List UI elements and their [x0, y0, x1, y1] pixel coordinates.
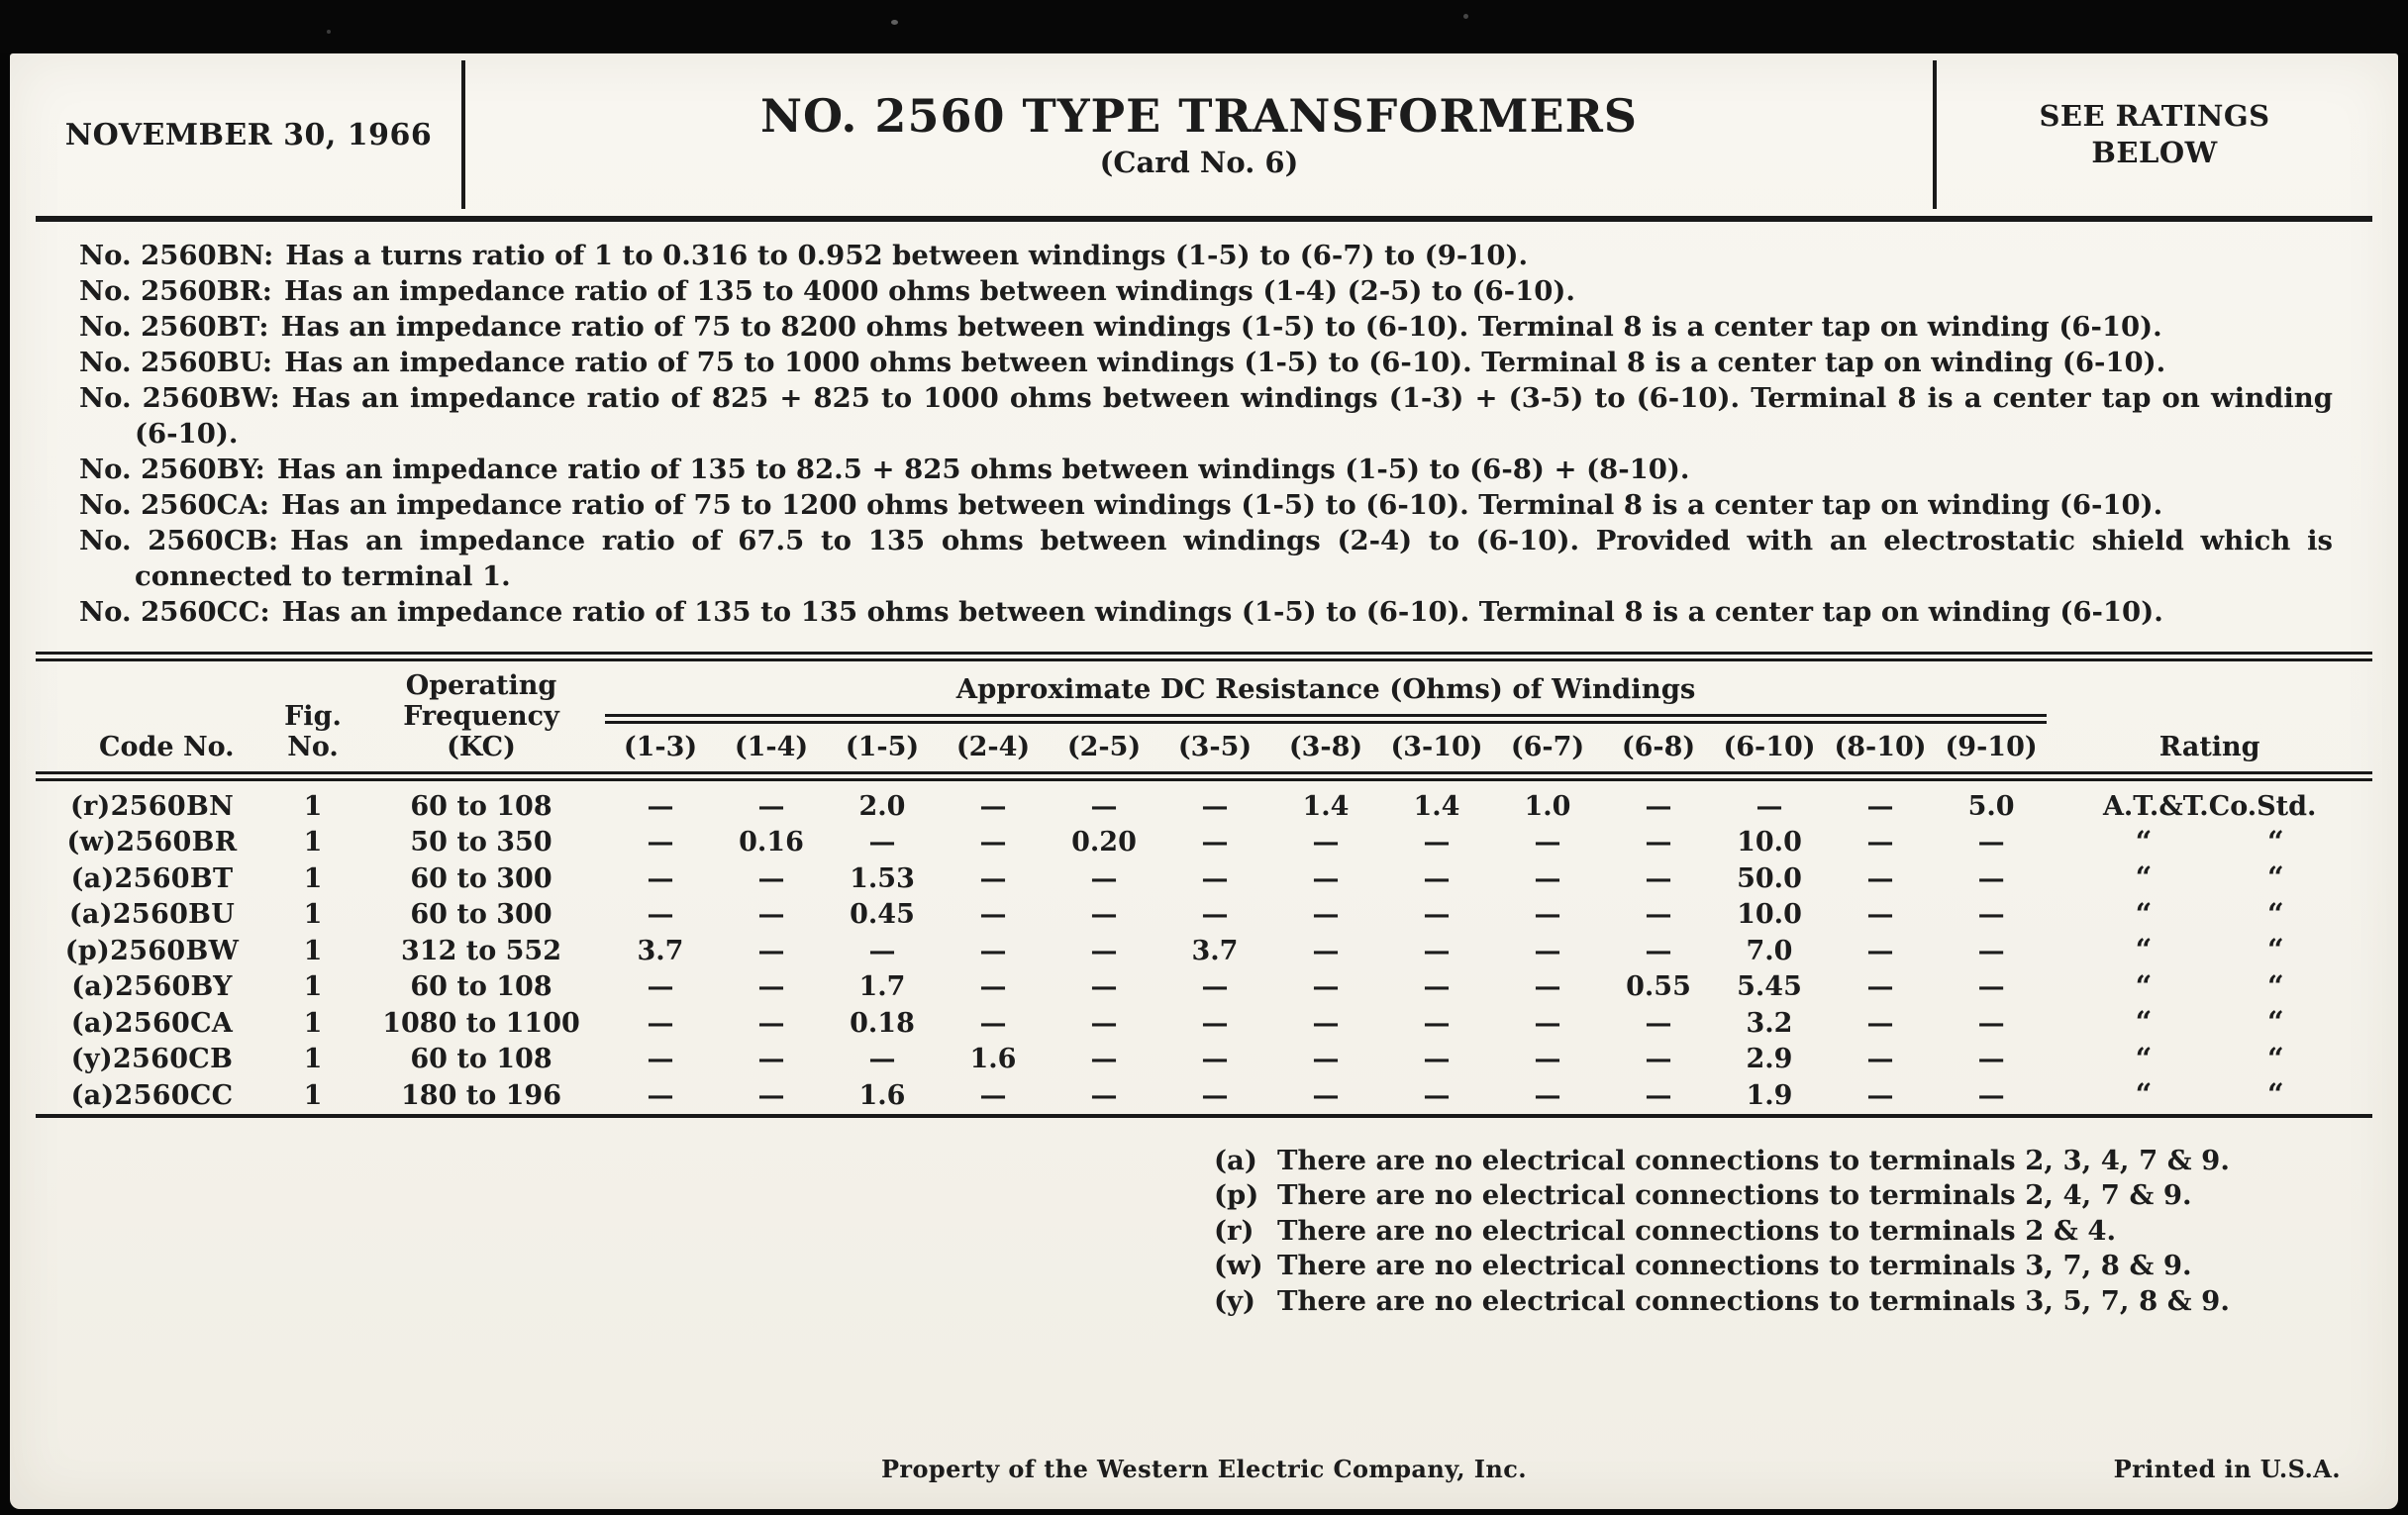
footnote-label: (w): [1214, 1250, 1263, 1281]
footnote-list: [1214, 1144, 2372, 1320]
winding-column-header: (1-5): [827, 719, 938, 776]
frequency-cell: 60 to 108: [410, 971, 552, 1002]
column-header-code: Code No.: [36, 661, 268, 776]
fig-cell: 1: [303, 1044, 323, 1074]
card-footer: [36, 1455, 2372, 1483]
resistance-cell: —: [1534, 1007, 1561, 1039]
table-body: [36, 776, 2372, 1114]
resistance-cell: —: [1201, 1079, 1229, 1111]
scan-speck: [891, 20, 898, 25]
scan-speck: [327, 30, 331, 34]
ditto-mark: “: [2266, 1005, 2284, 1039]
ditto-mark: “: [2135, 933, 2153, 966]
resistance-cell: 7.0: [1746, 935, 1793, 966]
ditto-mark: “: [2135, 1077, 2153, 1111]
table-row: [36, 825, 2372, 861]
footnote-text: There are no electrical connections to terminals 2, 4, 7 & 9.: [1277, 1179, 2192, 1211]
resistance-cell: —: [1090, 1007, 1118, 1039]
rating-cell: [2047, 1042, 2372, 1078]
winding-column-header: (3-5): [1159, 719, 1270, 776]
resistance-cell: 1.4: [1302, 791, 1350, 822]
ditto-marks: [2135, 1005, 2284, 1039]
resistance-cell: —: [1201, 862, 1229, 894]
resistance-cell: —: [1201, 1007, 1229, 1039]
resistance-cell: —: [1534, 1079, 1561, 1111]
table-row: [36, 933, 2372, 969]
resistance-cell: 50.0: [1737, 862, 1802, 894]
resistance-cell: —: [979, 971, 1007, 1002]
code-cell: (a)2560BT: [70, 862, 234, 894]
resistance-cell: —: [1423, 827, 1451, 858]
footnote-item: [1214, 1178, 2372, 1214]
rating-cell: [2047, 1005, 2372, 1042]
code-cell: (a)2560CA: [70, 1007, 234, 1039]
code-cell: (a)2560BU: [68, 899, 236, 930]
footnote-label: (y): [1214, 1284, 1256, 1317]
table-top-rule: [36, 652, 2372, 661]
resistance-cell: —: [757, 862, 785, 894]
description-item: [79, 523, 2333, 594]
footnote-label: (a): [1214, 1144, 1257, 1176]
resistance-cell: —: [1312, 827, 1340, 858]
resistance-cell: —: [1645, 791, 1672, 822]
ratings-note-line1: SEE RATINGS: [2039, 99, 2270, 133]
winding-column-header: (9-10): [1936, 719, 2047, 776]
printed-notice: Printed in U.S.A.: [2113, 1455, 2341, 1483]
resistance-cell: —: [757, 1079, 785, 1111]
resistance-cell: —: [1423, 1044, 1451, 1074]
rating-cell: [2047, 897, 2372, 934]
table-row: [36, 860, 2372, 897]
resistance-cell: —: [1977, 862, 2005, 894]
resistance-cell: 2.9: [1746, 1044, 1793, 1074]
footnote-text: There are no electrical connections to terminals 3, 5, 7, 8 & 9.: [1277, 1284, 2230, 1317]
rating-cell: [2047, 1077, 2372, 1114]
column-header-rating: Rating: [2047, 661, 2372, 776]
card-header: [36, 53, 2372, 216]
column-header-frequency-line2: Frequency: [403, 701, 559, 732]
description-code: No. 2560CB:: [79, 525, 279, 556]
resistance-cell: 5.45: [1737, 971, 1802, 1002]
fig-cell: 1: [303, 1007, 323, 1039]
winding-column-header: (2-4): [938, 719, 1049, 776]
ditto-marks: [2135, 968, 2284, 1003]
resistance-cell: —: [1423, 1007, 1451, 1039]
fig-cell: 1: [303, 1079, 323, 1111]
description-item: [79, 309, 2333, 345]
resistance-cell: —: [1977, 1007, 2005, 1039]
winding-column-header: (3-8): [1270, 719, 1381, 776]
description-text: Has an impedance ratio of 135 to 4000 ohms between windings (1-4) (2-5) to (6-10).: [283, 275, 1575, 307]
description-list: [36, 222, 2372, 652]
description-item: [79, 594, 2333, 630]
frequency-cell: 50 to 350: [410, 827, 552, 858]
description-code: No. 2560BN:: [79, 240, 274, 271]
description-code: No. 2560CC:: [79, 596, 270, 628]
footnote-text: There are no electrical connections to terminals 2, 3, 4, 7 & 9.: [1277, 1144, 2230, 1176]
column-header-frequency-line3: (KC): [447, 732, 516, 762]
rating-cell: A.T.&T.Co.Std.: [2102, 791, 2317, 822]
resistance-cell: —: [1423, 862, 1451, 894]
fig-cell: 1: [303, 899, 323, 930]
resistance-cell: 10.0: [1737, 827, 1802, 858]
resistance-cell: —: [647, 1007, 674, 1039]
resistance-cell: —: [757, 1007, 785, 1039]
resistance-cell: 1.0: [1524, 791, 1571, 822]
table-row: [36, 1077, 2372, 1114]
frequency-cell: 180 to 196: [401, 1079, 561, 1111]
resistance-cell: 1.7: [858, 971, 906, 1002]
description-text: Has an impedance ratio of 75 to 1000 ohms between windings (1-5) to (6-10). Terminal 8 is a center tap on winding (6-10).: [284, 347, 2166, 378]
rating-cell: [2047, 825, 2372, 861]
ditto-mark: “: [2135, 1041, 2153, 1075]
description-code: No. 2560BR:: [79, 275, 272, 307]
resistance-cell: —: [1866, 1007, 1894, 1039]
footnote-label: (r): [1214, 1214, 1254, 1247]
table-row: [36, 776, 2372, 825]
footnote-text: There are no electrical connections to terminals 2 & 4.: [1277, 1214, 2117, 1247]
fig-cell: 1: [303, 791, 323, 822]
column-header-frequency-line1: Operating: [405, 670, 557, 701]
code-cell: (a)2560CC: [70, 1079, 234, 1111]
resistance-cell: —: [1312, 1044, 1340, 1074]
resistance-cell: 1.6: [969, 1044, 1017, 1074]
resistance-cell: —: [1423, 971, 1451, 1002]
resistance-cell: —: [1645, 1007, 1672, 1039]
winding-column-header: (1-4): [716, 719, 827, 776]
ditto-mark: “: [2135, 896, 2153, 931]
resistance-cell: —: [1866, 1079, 1894, 1111]
resistance-cell: —: [1645, 862, 1672, 894]
ditto-marks: [2135, 824, 2284, 858]
resistance-cell: —: [1090, 862, 1118, 894]
description-item: [79, 380, 2333, 452]
ratings-table: [36, 661, 2372, 1114]
table-row: [36, 897, 2372, 934]
resistance-cell: —: [1977, 935, 2005, 966]
resistance-cell: —: [979, 791, 1007, 822]
resistance-cell: —: [1090, 791, 1118, 822]
frequency-cell: 312 to 552: [401, 935, 561, 966]
property-notice: Property of the Western Electric Company, Inc.: [880, 1455, 1527, 1483]
resistance-cell: —: [1645, 1044, 1672, 1074]
resistance-cell: 0.55: [1626, 971, 1691, 1002]
resistance-cell: 1.53: [850, 862, 915, 894]
resistance-cell: —: [647, 827, 674, 858]
resistance-cell: —: [1977, 1079, 2005, 1111]
resistance-cell: —: [979, 899, 1007, 930]
resistance-cell: —: [1423, 1079, 1451, 1111]
description-item: [79, 487, 2333, 523]
resistance-cell: —: [757, 899, 785, 930]
ditto-mark: “: [2135, 968, 2153, 1003]
frequency-cell: 60 to 108: [410, 1044, 552, 1074]
footnote-item: [1214, 1144, 2372, 1179]
resistance-cell: 1.9: [1746, 1079, 1793, 1111]
resistance-cell: —: [1423, 935, 1451, 966]
ditto-marks: [2135, 896, 2284, 931]
resistance-cell: 0.45: [850, 899, 915, 930]
frequency-cell: 1080 to 1100: [382, 1007, 580, 1039]
resistance-cell: —: [1201, 827, 1229, 858]
resistance-cell: —: [1866, 791, 1894, 822]
resistance-cell: —: [1866, 899, 1894, 930]
card-date: NOVEMBER 30, 1966: [64, 117, 433, 152]
description-text: Has an impedance ratio of 67.5 to 135 ohms between windings (2-4) to (6-10). Provided with an electrostatic shield which is connected to terminal 1.: [135, 525, 2333, 592]
card-subtitle: (Card No. 6): [1099, 146, 1299, 179]
resistance-cell: —: [1534, 862, 1561, 894]
description-item: [79, 238, 2333, 273]
footnote-item: [1214, 1214, 2372, 1250]
code-cell: (a)2560BY: [71, 971, 233, 1002]
resistance-cell: —: [1977, 899, 2005, 930]
resistance-cell: —: [647, 899, 674, 930]
code-cell: (w)2560BR: [66, 827, 238, 858]
resistance-cell: —: [1312, 1007, 1340, 1039]
resistance-cell: —: [868, 935, 896, 966]
table-row: [36, 1042, 2372, 1078]
winding-column-header: (3-10): [1381, 719, 1492, 776]
resistance-cell: —: [647, 862, 674, 894]
resistance-cell: 2.0: [858, 791, 906, 822]
resistance-cell: 3.7: [637, 935, 684, 966]
resistance-cell: —: [1977, 971, 2005, 1002]
resistance-cell: —: [1312, 1079, 1340, 1111]
resistance-cell: 3.2: [1746, 1007, 1793, 1039]
code-cell: (p)2560BW: [64, 935, 240, 966]
resistance-cell: —: [868, 827, 896, 858]
resistance-cell: —: [1423, 899, 1451, 930]
description-text: Has an impedance ratio of 75 to 1200 ohms between windings (1-5) to (6-10). Terminal 8 is a center tap on winding (6-10).: [281, 489, 2163, 521]
resistance-cell: —: [757, 1044, 785, 1074]
rating-cell: [2047, 969, 2372, 1006]
table-header: [36, 661, 2372, 776]
resistance-cell: —: [979, 862, 1007, 894]
resistance-cell: —: [1866, 862, 1894, 894]
ditto-mark: “: [2266, 1041, 2284, 1075]
resistance-cell: —: [757, 971, 785, 1002]
ditto-mark: “: [2135, 860, 2153, 894]
description-text: Has a turns ratio of 1 to 0.316 to 0.952 between windings (1-5) to (6-7) to (9-10).: [285, 240, 1529, 271]
table-row: [36, 969, 2372, 1006]
scan-artifact-film-edge: [0, 0, 2408, 53]
resistance-cell: —: [868, 1044, 896, 1074]
description-text: Has an impedance ratio of 75 to 8200 ohms between windings (1-5) to (6-10). Terminal 8 is a center tap on winding (6-10).: [280, 311, 2162, 343]
footnote-item: [1214, 1284, 2372, 1320]
ditto-mark: “: [2266, 968, 2284, 1003]
resistance-cell: —: [1201, 791, 1229, 822]
resistance-cell: —: [1312, 935, 1340, 966]
resistance-cell: 1.4: [1413, 791, 1460, 822]
ditto-mark: “: [2266, 896, 2284, 931]
resistance-cell: —: [1201, 971, 1229, 1002]
resistance-cell: —: [1866, 1044, 1894, 1074]
resistance-cell: —: [1090, 1079, 1118, 1111]
column-header-frequency: [357, 661, 605, 776]
description-item: [79, 273, 2333, 309]
resistance-cell: —: [1756, 791, 1783, 822]
resistance-cell: —: [1534, 899, 1561, 930]
winding-column-header: (6-10): [1714, 719, 1825, 776]
resistance-cell: 10.0: [1737, 899, 1802, 930]
resistance-cell: —: [1090, 971, 1118, 1002]
footnote-label: (p): [1214, 1179, 1259, 1211]
ditto-marks: [2135, 933, 2284, 966]
fig-cell: 1: [303, 862, 323, 894]
description-code: No. 2560BU:: [79, 347, 273, 378]
resistance-cell: —: [647, 971, 674, 1002]
table-row: [36, 1005, 2372, 1042]
winding-column-header: (6-7): [1492, 719, 1603, 776]
winding-column-header: (8-10): [1825, 719, 1936, 776]
ratings-note-line2: BELOW: [2091, 136, 2218, 169]
card-title: NO. 2560 TYPE TRANSFORMERS: [759, 89, 1639, 143]
resistance-cell: 3.7: [1191, 935, 1239, 966]
description-item: [79, 452, 2333, 487]
card-title-block: [465, 90, 1933, 179]
resistance-cell: —: [979, 935, 1007, 966]
resistance-cell: —: [1866, 935, 1894, 966]
resistance-cell: 0.16: [739, 827, 804, 858]
resistance-cell: —: [1312, 971, 1340, 1002]
footnote-text: There are no electrical connections to terminals 3, 7, 8 & 9.: [1277, 1250, 2192, 1281]
resistance-cell: —: [1534, 1044, 1561, 1074]
description-item: [79, 345, 2333, 380]
ratings-note: [1937, 98, 2372, 171]
resistance-cell: —: [1090, 899, 1118, 930]
resistance-cell: —: [757, 935, 785, 966]
description-code: No. 2560BW:: [79, 382, 280, 414]
frequency-cell: 60 to 300: [410, 899, 552, 930]
description-code: No. 2560BT:: [79, 311, 269, 343]
resistance-cell: 1.6: [858, 1079, 906, 1111]
resistance-cell: —: [1534, 971, 1561, 1002]
ditto-mark: “: [2135, 824, 2153, 858]
column-header-fig-line1: Fig.: [284, 701, 342, 732]
code-cell: (r)2560BN: [69, 791, 235, 822]
winding-column-header: (1-3): [605, 719, 716, 776]
description-code: No. 2560CA:: [79, 489, 270, 521]
resistance-cell: —: [1201, 1044, 1229, 1074]
ditto-mark: “: [2135, 1005, 2153, 1039]
ditto-mark: “: [2266, 860, 2284, 894]
resistance-cell: —: [1534, 827, 1561, 858]
ditto-marks: [2135, 1077, 2284, 1111]
frequency-cell: 60 to 108: [410, 791, 552, 822]
resistance-cell: 0.18: [850, 1007, 915, 1039]
ditto-mark: “: [2266, 1077, 2284, 1111]
winding-column-header: (6-8): [1603, 719, 1714, 776]
resistance-cell: —: [647, 1079, 674, 1111]
table-bottom-rule: [36, 1114, 2372, 1118]
resistance-cell: —: [1534, 935, 1561, 966]
resistance-cell: —: [1090, 1044, 1118, 1074]
resistance-cell: —: [1090, 935, 1118, 966]
description-code: No. 2560BY:: [79, 454, 265, 485]
ditto-marks: [2135, 1041, 2284, 1075]
resistance-cell: —: [1645, 1079, 1672, 1111]
ditto-mark: “: [2266, 824, 2284, 858]
description-text: Has an impedance ratio of 825 + 825 to 1000 ohms between windings (1-3) + (3-5) to (6-10). Terminal 8 is a center tap on winding (6-10).: [135, 382, 2333, 450]
rating-cell: [2047, 933, 2372, 969]
data-card: [10, 53, 2398, 1509]
resistance-cell: —: [979, 827, 1007, 858]
fig-cell: 1: [303, 935, 323, 966]
scan-speck: [1463, 14, 1468, 19]
resistance-cell: 0.20: [1071, 827, 1137, 858]
resistance-cell: —: [647, 1044, 674, 1074]
resistance-cell: —: [979, 1007, 1007, 1039]
rating-cell: [2047, 860, 2372, 897]
resistance-cell: —: [1977, 827, 2005, 858]
resistance-cell: —: [1645, 935, 1672, 966]
resistance-cell: —: [1312, 862, 1340, 894]
resistance-cell: —: [647, 791, 674, 822]
ditto-mark: “: [2266, 933, 2284, 966]
resistance-cell: —: [1645, 827, 1672, 858]
footnote-item: [1214, 1249, 2372, 1284]
frequency-cell: 60 to 300: [410, 862, 552, 894]
fig-cell: 1: [303, 827, 323, 858]
ditto-marks: [2135, 860, 2284, 894]
resistance-cell: —: [1312, 899, 1340, 930]
resistance-group-header: Approximate DC Resistance (Ohms) of Windings: [605, 661, 2047, 719]
column-header-fig: [268, 661, 357, 776]
resistance-cell: —: [1866, 971, 1894, 1002]
description-text: Has an impedance ratio of 135 to 82.5 + 825 ohms between windings (1-5) to (6-8) + (8-10).: [276, 454, 1690, 485]
resistance-cell: —: [1866, 827, 1894, 858]
description-text: Has an impedance ratio of 135 to 135 ohms between windings (1-5) to (6-10). Terminal 8 is a center tap on winding (6-10).: [281, 596, 2163, 628]
column-header-fig-line2: No.: [287, 732, 339, 762]
resistance-cell: —: [1645, 899, 1672, 930]
resistance-cell: 5.0: [1967, 791, 2015, 822]
resistance-cell: —: [1201, 899, 1229, 930]
resistance-cell: —: [979, 1079, 1007, 1111]
winding-column-header: (2-5): [1049, 719, 1159, 776]
fig-cell: 1: [303, 971, 323, 1002]
resistance-cell: —: [1977, 1044, 2005, 1074]
code-cell: (y)2560CB: [70, 1044, 234, 1074]
resistance-cell: —: [757, 791, 785, 822]
